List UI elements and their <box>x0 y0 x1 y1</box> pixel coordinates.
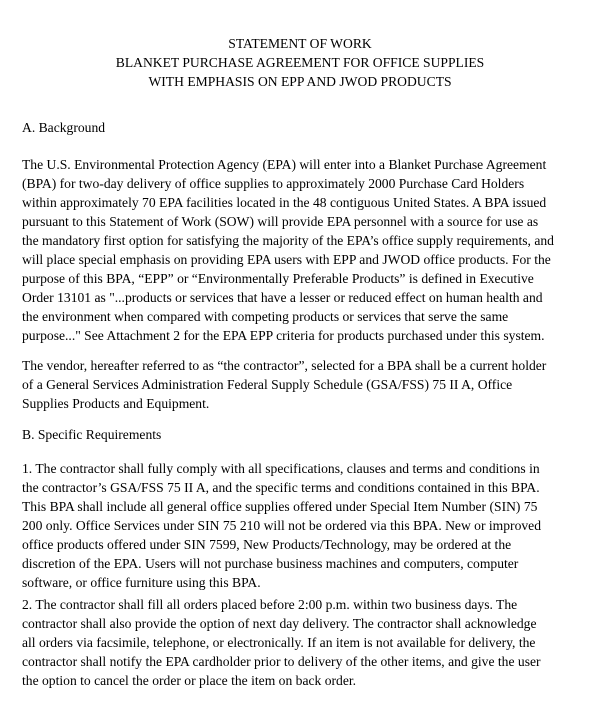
requirement-item-1 <box>22 459 592 592</box>
section-a-heading: A. Background <box>22 120 106 135</box>
text-line: Order 13101 as "...products or services that have a lesser or reduced effect on human health and <box>22 290 543 305</box>
text-line: will place special emphasis on providing EPA users with EPP and JWOD office products. For the <box>22 252 551 267</box>
text-line: contractor shall notify the EPA cardholder prior to delivery of the other items, and give the user <box>22 654 541 669</box>
text-line: Supplies Products and Equipment. <box>22 396 210 411</box>
text-line: 200 only. Office Services under SIN 75 210 will not be ordered via this BPA. New or improved <box>22 518 541 533</box>
text-line: purpose..." See Attachment 2 for the EPA EPP criteria for products purchased under this system. <box>22 328 545 343</box>
text-line: purpose of this BPA, “EPP” or “Environmentally Preferable Products” is defined in Executive <box>22 271 534 286</box>
text-line: This BPA shall include all general office supplies offered under Special Item Number (SIN) 75 <box>22 499 538 514</box>
title-line: WITH EMPHASIS ON EPP AND JWOD PRODUCTS <box>148 74 452 89</box>
document-title <box>0 34 600 91</box>
text-line: 1. The contractor shall fully comply with all specifications, clauses and terms and conditions in <box>22 461 540 476</box>
text-line: (BPA) for two-day delivery of office supplies to approximately 2000 Purchase Card Holders <box>22 176 525 191</box>
background-paragraph-1 <box>22 155 592 345</box>
text-line: The U.S. Environmental Protection Agency (EPA) will enter into a Blanket Purchase Agreement <box>22 157 547 172</box>
text-line: the option to cancel the order or place the item on back order. <box>22 673 357 688</box>
text-line: 2. The contractor shall fill all orders placed before 2:00 p.m. within two business days. The <box>22 597 518 612</box>
text-line: software, or office furniture using this BPA. <box>22 575 261 590</box>
requirement-item-2 <box>22 595 592 690</box>
text-line: the contractor’s GSA/FSS 75 II A, and the specific terms and conditions contained in this BPA. <box>22 480 540 495</box>
text-line: the mandatory first option for satisfying the majority of the EPA’s office supply requirements, and <box>22 233 554 248</box>
section-b-heading: B. Specific Requirements <box>22 427 162 442</box>
text-line: of a General Services Administration Federal Supply Schedule (GSA/FSS) 75 II A, Office <box>22 377 513 392</box>
background-paragraph-2 <box>22 356 592 413</box>
text-line: office products offered under SIN 7599, New Products/Technology, may be ordered at the <box>22 537 512 552</box>
text-line: all orders via facsimile, telephone, or electronically. If an item is not available for delivery, the <box>22 635 536 650</box>
title-line: BLANKET PURCHASE AGREEMENT FOR OFFICE SUPPLIES <box>115 55 485 70</box>
text-line: discretion of the EPA. Users will not purchase business machines and computers, computer <box>22 556 519 571</box>
text-line: within approximately 70 EPA facilities located in the 48 contiguous United States. A BPA issued <box>22 195 547 210</box>
text-line: pursuant to this Statement of Work (SOW) will provide EPA personnel with a source for use as <box>22 214 539 229</box>
title-line: STATEMENT OF WORK <box>228 36 372 51</box>
text-line: the environment when compared with competing products or services that serve the same <box>22 309 509 324</box>
text-line: contractor shall also provide the option of next day delivery. The contractor shall acknowledge <box>22 616 537 631</box>
text-line: The vendor, hereafter referred to as “the contractor”, selected for a BPA shall be a current holder <box>22 358 547 373</box>
